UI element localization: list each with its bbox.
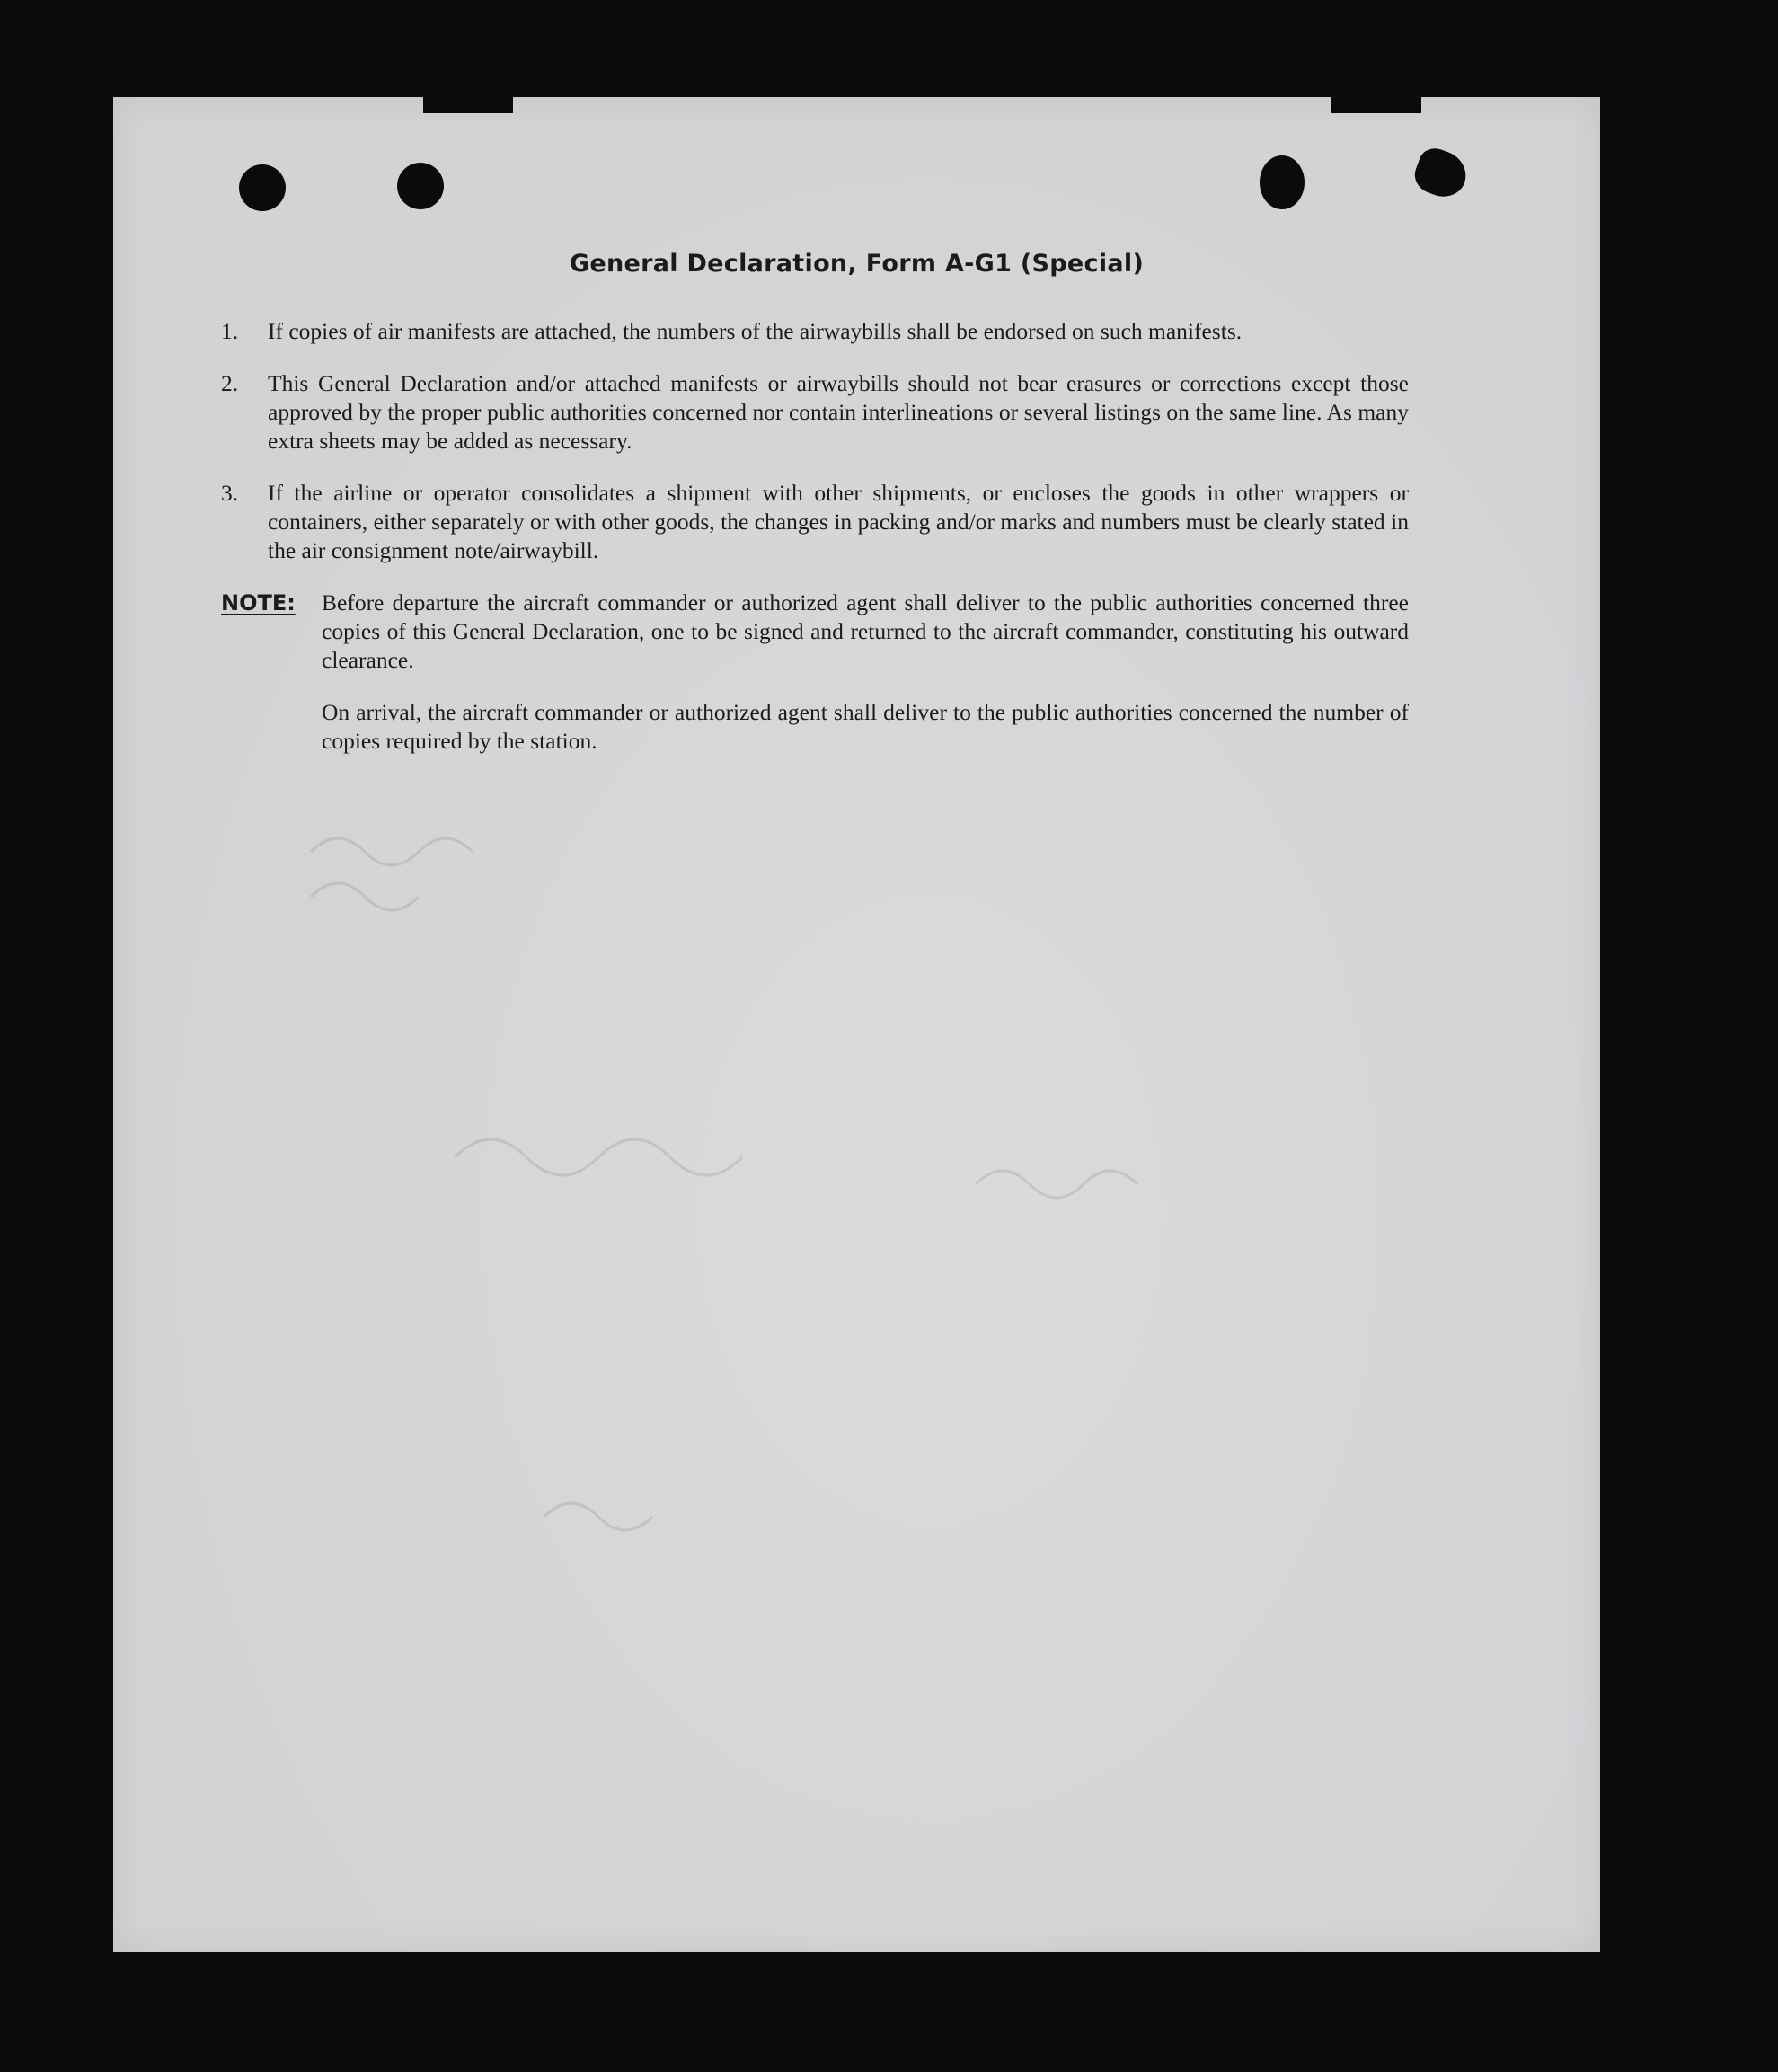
punch-hole-4-torn [1410,144,1473,203]
paper-sheet [113,97,1600,1952]
punch-hole-3 [1260,155,1305,209]
page-title: General Declaration, Form A-G1 (Special) [569,250,1145,278]
paper-tear-top-left [423,93,513,113]
item-number: 3. [221,480,239,506]
item-text: This General Declaration and/or attached manifests or airwaybills should not bear erasures or corrections except those approved by the proper public authorities concerned nor contain interlineations or several listings on the same line. As many extra sheets may be added as necessary. [268,370,1409,454]
item-number: 1. [221,318,239,344]
note-paragraph-2: On arrival, the aircraft commander or authorized agent shall deliver to the public authorities concerned the number of copies required by the station. [322,699,1409,754]
item-text: If the airline or operator consolidates a shipment with other shipments, or encloses the goods in other wrappers or containers, either separately or with other goods, the changes in packing and/or marks and numbers must be clearly stated in the air consignment note/airwaybill. [268,480,1409,563]
punch-hole-2 [397,163,444,209]
punch-hole-1 [239,164,286,211]
note-paragraph-1: Before departure the aircraft commander or authorized agent shall deliver to the public authorities concerned three copies of this General Declaration, one to be signed and returned to the aircraft commander, constituting his outward clearance. [322,589,1409,673]
reverse-side-bleed-through [275,798,1533,1966]
item-number: 2. [221,370,239,396]
paper-tear-top-right [1331,93,1421,113]
note-label: NOTE: [221,590,296,615]
item-text: If copies of air manifests are attached, the numbers of the airwaybills shall be endorsed on such manifests. [268,318,1243,344]
